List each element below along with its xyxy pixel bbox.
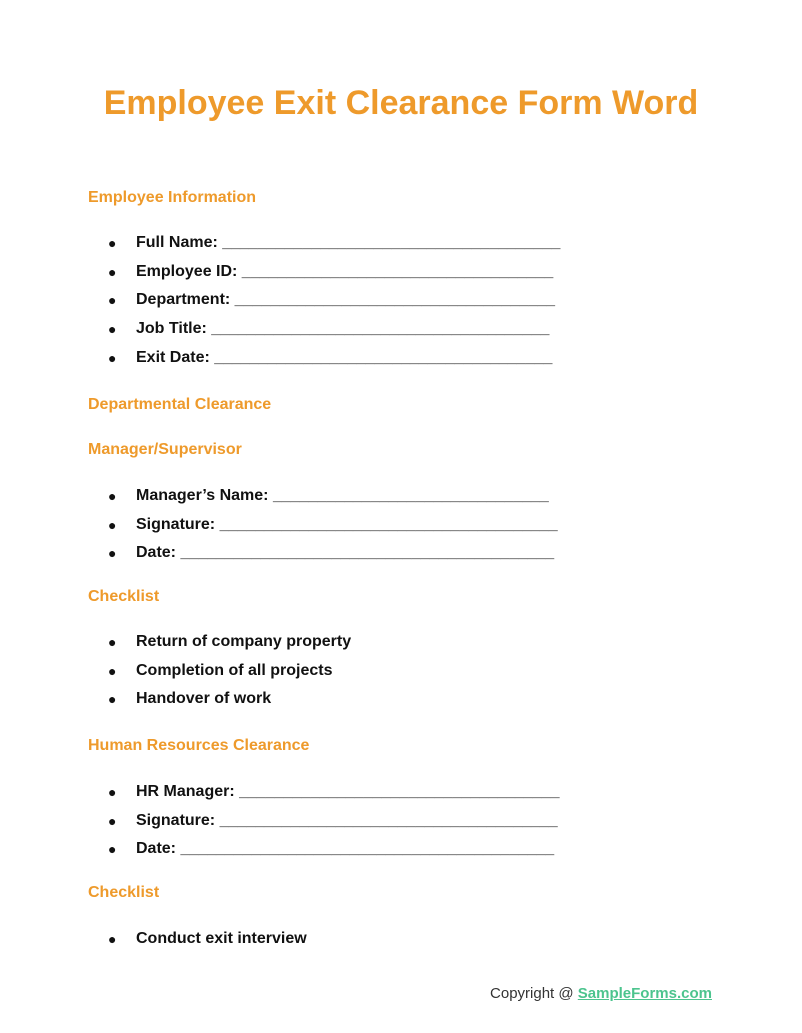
list-item: ● Department: ____________________________________: [108, 291, 556, 309]
bullet-icon: ●: [108, 691, 117, 708]
bullet-icon: ●: [108, 488, 117, 504]
bullet-icon: ●: [108, 931, 117, 947]
bullet-icon: ●: [108, 292, 117, 309]
section-heading-checklist-hr: Checklist: [88, 884, 160, 901]
copyright-footer: [490, 985, 712, 1002]
section-heading-employee-information: Employee Information: [88, 189, 257, 206]
list-item: ● Conduct exit interview: [108, 930, 307, 947]
bullet-icon: ●: [108, 321, 117, 338]
list-item: ● Employee ID: ___________________________________: [108, 262, 554, 280]
hr-list: [108, 782, 559, 868]
list-item: ● Return of company property: [108, 633, 352, 650]
list-item: ● Job Title: ______________________________________: [108, 320, 550, 338]
bullet-icon: ●: [108, 841, 117, 858]
manager-list: [108, 486, 558, 572]
section-heading-manager-supervisor: Manager/Supervisor: [88, 441, 242, 458]
bullet-icon: ●: [108, 516, 117, 533]
page-title: Employee Exit Clearance Form Word: [103, 84, 699, 122]
brand-link[interactable]: SampleForms.com: [577, 985, 712, 1002]
bullet-icon: ●: [108, 634, 117, 650]
bullet-icon: ●: [108, 263, 117, 280]
list-item: ● Full Name: ______________________________________: [108, 234, 561, 251]
section-heading-human-resources-clearance: Human Resources Clearance: [88, 737, 310, 754]
bullet-icon: ●: [108, 545, 117, 562]
list-item: ● Signature: ______________________________________: [108, 515, 558, 533]
list-item: ● Manager’s Name: _______________________________: [108, 487, 549, 504]
bullet-icon: ●: [108, 235, 117, 251]
checklist-list: [108, 632, 351, 718]
checklist-hr-list: [108, 929, 307, 958]
bullet-icon: ●: [108, 812, 117, 829]
section-heading-checklist: Checklist: [88, 588, 160, 605]
section-heading-departmental-clearance: Departmental Clearance: [88, 396, 272, 413]
copyright-prefix: Copyright @: [490, 985, 578, 1002]
list-item: ● Completion of all projects: [108, 661, 333, 679]
list-item: ● Signature: ______________________________________: [108, 811, 558, 829]
bullet-icon: ●: [108, 662, 117, 679]
list-item: ● HR Manager: ____________________________________: [108, 783, 560, 800]
bullet-icon: ●: [108, 784, 117, 800]
list-item: ● Date: __________________________________________: [108, 544, 555, 562]
bullet-icon: ●: [108, 349, 117, 366]
list-item: ● Handover of work: [108, 690, 272, 708]
employee-information-list: [108, 233, 560, 376]
list-item: ● Exit Date: ______________________________________: [108, 348, 553, 366]
list-item: ● Date: __________________________________________: [108, 840, 555, 858]
